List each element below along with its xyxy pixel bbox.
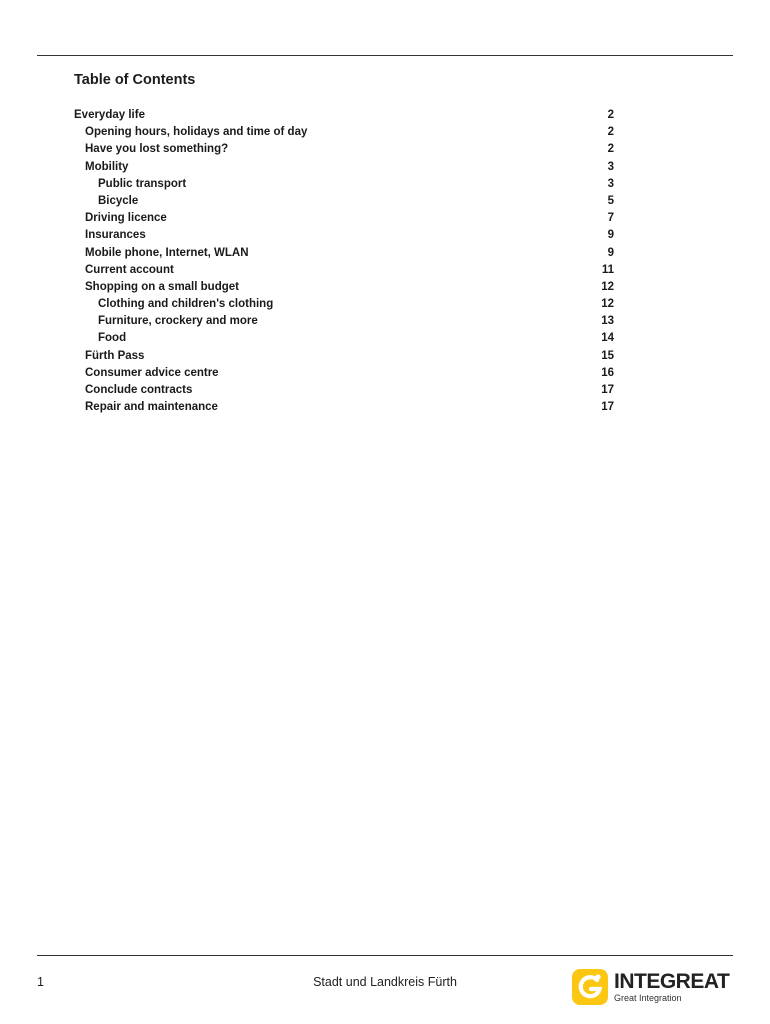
toc-entry-title[interactable]: Mobility <box>85 160 129 173</box>
toc-entry-page[interactable]: 12 <box>601 298 614 311</box>
toc-entry[interactable] <box>74 107 614 124</box>
toc-entry-page[interactable]: 5 <box>607 194 614 207</box>
toc-entry-title[interactable]: Current account <box>85 263 174 276</box>
toc-entry[interactable] <box>74 279 614 296</box>
integreat-logo-mark-icon <box>572 969 608 1005</box>
footer-rule <box>37 955 733 956</box>
toc-entry[interactable] <box>74 382 614 399</box>
toc-entry[interactable] <box>74 313 614 330</box>
toc-entry-page[interactable]: 12 <box>601 280 614 293</box>
toc-list <box>74 107 614 416</box>
logo-tagline: Great Integration <box>614 993 682 1003</box>
toc-entry-title[interactable]: Clothing and children's clothing <box>98 298 274 311</box>
toc-entry-title[interactable]: Repair and maintenance <box>85 401 218 414</box>
toc-entry-title[interactable]: Insurances <box>85 229 146 242</box>
toc-entry-page[interactable]: 9 <box>607 229 614 242</box>
toc-entry-page[interactable]: 3 <box>607 177 614 190</box>
toc-entry[interactable] <box>74 348 614 365</box>
toc-entry[interactable] <box>74 227 614 244</box>
toc-entry-title[interactable]: Driving licence <box>85 212 167 225</box>
toc-entry-title[interactable]: Fürth Pass <box>85 349 145 362</box>
toc-entry[interactable] <box>74 141 614 158</box>
toc-entry[interactable] <box>74 193 614 210</box>
toc-entry-page[interactable]: 17 <box>601 384 614 396</box>
toc-entry[interactable] <box>74 296 614 313</box>
footer-title: Stadt und Landkreis Fürth <box>313 975 457 989</box>
integreat-logo <box>572 969 737 1005</box>
toc-entry-title[interactable]: Shopping on a small budget <box>85 280 239 293</box>
toc-entry-page[interactable]: 16 <box>601 366 614 379</box>
toc-title: Table of Contents <box>74 72 196 88</box>
toc-entry[interactable] <box>74 330 614 347</box>
toc-entry[interactable] <box>74 365 614 382</box>
toc-entry[interactable] <box>74 159 614 176</box>
toc-entry-title[interactable]: Public transport <box>98 177 187 190</box>
toc-entry-title[interactable]: Food <box>98 332 127 345</box>
footer-page-number: 1 <box>37 975 44 989</box>
logo-wordmark: INTEGREAT <box>614 970 730 993</box>
toc-entry-title[interactable]: Consumer advice centre <box>85 366 219 379</box>
toc-entry-page[interactable]: 2 <box>607 143 614 156</box>
toc-entry-page[interactable]: 2 <box>607 109 614 121</box>
toc-entry[interactable] <box>74 210 614 227</box>
toc-entry-title[interactable]: Everyday life <box>74 109 145 121</box>
toc-entry-title[interactable]: Opening hours, holidays and time of day <box>85 126 308 139</box>
toc-entry-title[interactable]: Conclude contracts <box>85 384 193 396</box>
toc-entry-page[interactable]: 14 <box>601 332 614 345</box>
toc-entry-page[interactable]: 13 <box>601 315 614 328</box>
toc-entry-page[interactable]: 11 <box>601 263 614 276</box>
toc-entry-page[interactable]: 2 <box>607 126 614 139</box>
toc-entry-page[interactable]: 7 <box>607 212 614 225</box>
toc-entry[interactable] <box>74 124 614 141</box>
toc-entry-title[interactable]: Furniture, crockery and more <box>98 315 258 328</box>
toc-entry-page[interactable]: 15 <box>601 349 614 362</box>
toc-entry-title[interactable]: Have you lost something? <box>85 143 229 156</box>
toc-entry[interactable] <box>74 176 614 193</box>
toc-entry[interactable] <box>74 245 614 262</box>
toc-entry-page[interactable]: 3 <box>607 160 614 173</box>
toc-entry-title[interactable]: Mobile phone, Internet, WLAN <box>85 246 249 259</box>
toc-entry[interactable] <box>74 399 614 416</box>
toc-entry-page[interactable]: 9 <box>607 246 614 259</box>
toc-entry[interactable] <box>74 262 614 279</box>
toc-entry-page[interactable]: 17 <box>601 401 614 414</box>
toc-entry-title[interactable]: Bicycle <box>98 194 139 207</box>
header-rule <box>37 55 733 56</box>
